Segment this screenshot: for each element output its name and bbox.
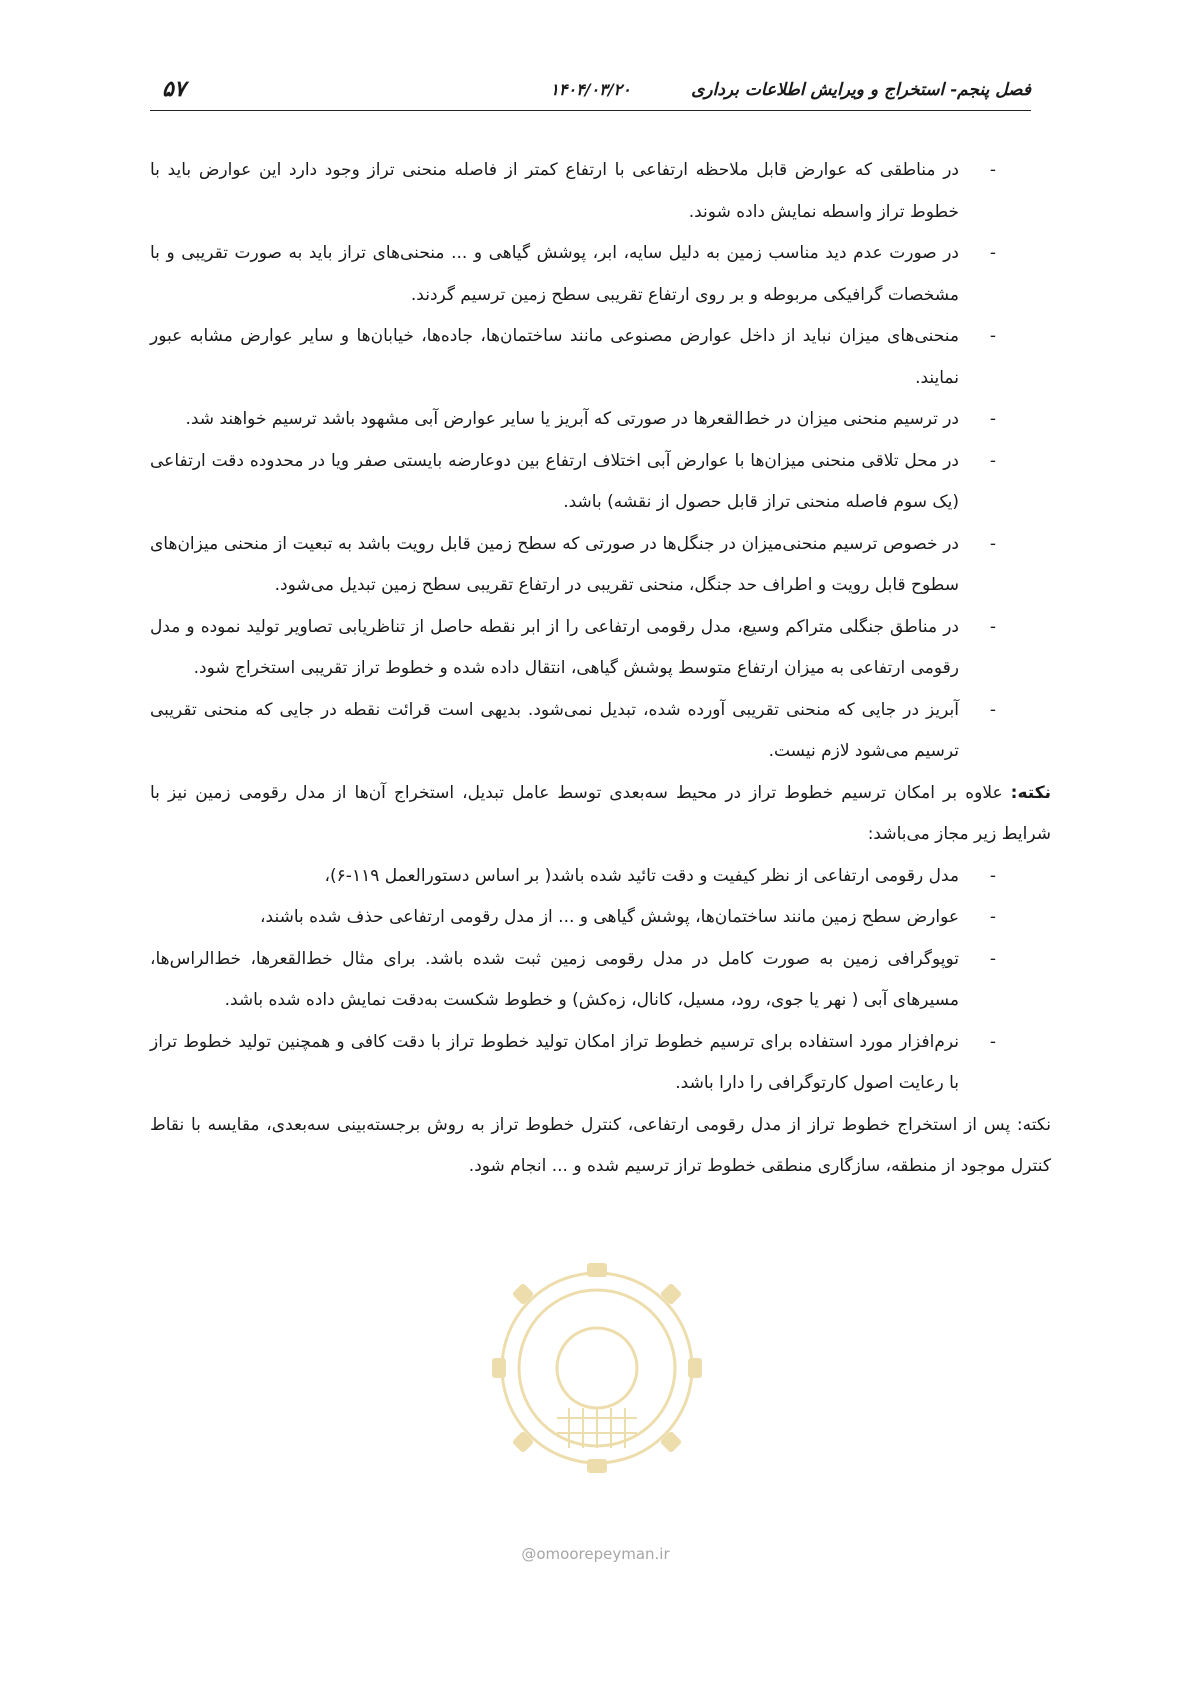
list-item <box>150 690 1001 773</box>
list-item <box>150 607 1001 690</box>
bullet-dash: - <box>989 243 996 263</box>
header-date: ۱۴۰۴/۰۳/۲۰ <box>550 80 631 99</box>
watermark-website: @omoorepeyman.ir <box>521 1545 670 1563</box>
note-paragraph-2: نکته: پس از استخراج خطوط تراز از مدل رقومی ارتفاعی، کنترل خطوط تراز به روش برجسته‌بینی سه‌بعدی، مقایسه با نقاط کنترل موجود از منطقه، سازگاری منطقی خطوط تراز ترسیم شده و ... انجام شود. <box>150 1114 1051 1176</box>
watermark-seal-icon <box>487 1258 707 1478</box>
list-item-text: منحنی‌های میزان نباید از داخل عوارض مصنوعی مانند ساختمان‌ها، جاده‌ها، خیابان‌ها و سایر عوارض مشابه عبور نمایند. <box>150 326 959 388</box>
list-item <box>150 441 1001 524</box>
bullet-dash: - <box>989 699 996 720</box>
list-item-text: در خصوص ترسیم منحنی‌میزان در جنگل‌ها در صورتی که سطح زمین قابل رویت باشد به تبعیت از منحنی میزان‌های سطوح قابل رویت و اطراف حد جنگل، منحنی تقریبی در ارتفاع تقریبی سطح زمین تبدیل می‌شود. <box>150 533 959 595</box>
list-item-text: در مناطق جنگلی متراکم وسیع، مدل رقومی ارتفاعی را از ابر نقطه حاصل از تناظریابی تصاویر تولید نموده و مدل رقومی ارتفاعی به میزان ارتفاع متوسط پوشش گیاهی، انتقال داده شده و خطوط تراز تقریبی استخراج شود. <box>150 616 959 678</box>
bullet-dash: - <box>989 533 996 554</box>
list-item-text: در ترسیم منحنی میزان در خط‌القعرها در صورتی که آبریز یا سایر عوارض آبی مشهود باشد ترسیم خواهند شد. <box>185 409 959 429</box>
list-item-text: آبریز در جایی که منحنی تقریبی آورده شده، تبدیل نمی‌شود. بدیهی است قرائت نقطه در جایی که منحنی تقریبی ترسیم می‌شود لازم نیست. <box>150 699 959 761</box>
note-text: علاوه بر امکان ترسیم خطوط تراز در محیط سه‌بعدی توسط عامل تبدیل، استخراج آن‌ها از مدل رقومی زمین نیز با شرایط زیر مجاز می‌باشد: <box>150 782 1051 844</box>
list-item-text: در مناطقی که عوارض قابل ملاحظه ارتفاعی با ارتفاع کمتر از فاصله منحنی تراز وجود دارد این عوارض باید با خطوط تراز واسطه نمایش داده شوند. <box>150 160 959 222</box>
page-number: ۵۷ <box>162 76 186 102</box>
list-item <box>150 316 1001 399</box>
list-item <box>150 524 1001 607</box>
bullet-dash: - <box>989 160 996 180</box>
bullet-dash: - <box>989 1031 996 1052</box>
list-item-text: در محل تلاقی منحنی میزان‌ها با عوارض آبی اختلاف ارتفاع بین دوعارضه بایستی صفر ویا در محدوده دقت ارتفاعی (یک سوم فاصله منحنی تراز قابل حصول از نقشه) باشد. <box>150 450 959 512</box>
list-item <box>150 939 1001 1022</box>
note-label: نکته: <box>1010 782 1051 803</box>
list-item <box>150 399 1001 441</box>
document-body <box>150 150 1051 1188</box>
list-item <box>150 897 1001 939</box>
list-item-text: مدل رقومی ارتفاعی از نظر کیفیت و دقت تائید شده باشد( بر اساس دستورالعمل ۱۱۹-۶)، <box>324 865 959 886</box>
bullet-dash: - <box>989 326 996 346</box>
note-paragraph <box>150 773 1051 856</box>
bullet-dash: - <box>989 409 996 429</box>
page-header <box>150 76 1031 111</box>
list-item-text: توپوگرافی زمین به صورت کامل در مدل رقومی زمین ثبت شده باشد. برای مثال خط‌القعرها، خط‌الراس‌ها، مسیرهای آبی ( نهر یا جوی، رود، مسیل، کانال، زه‌کش) و خطوط شکست به‌دقت نمایش داده شده باشد. <box>150 948 959 1010</box>
list-item-text: نرم‌افزار مورد استفاده برای ترسیم خطوط تراز امکان تولید خطوط تراز با دقت کافی و همچنین تولید خطوط تراز با رعایت اصول کارتوگرافی را دارا باشد. <box>150 1031 959 1093</box>
bullet-dash: - <box>989 450 996 471</box>
list-item <box>150 233 1001 316</box>
bullet-list-dem-conditions <box>150 856 1001 1105</box>
bullet-dash: - <box>989 948 996 969</box>
list-item-text: عوارض سطح زمین مانند ساختمان‌ها، پوشش گیاهی و ... از مدل رقومی ارتفاعی حذف شده باشند، <box>260 907 959 927</box>
list-item-text: در صورت عدم دید مناسب زمین به دلیل سایه، ابر، پوشش گیاهی و ... منحنی‌های تراز باید به صورت تقریبی و با مشخصات گرافیکی مربوطه و بر روی ارتفاع تقریبی سطح زمین ترسیم گردند. <box>150 243 959 305</box>
list-item <box>150 150 1001 233</box>
bullet-dash: - <box>989 907 996 927</box>
chapter-title: فصل پنجم- استخراج و ویرایش اطلاعات برداری <box>691 80 1031 100</box>
list-item <box>150 1022 1001 1105</box>
bullet-list-contour-rules <box>150 150 1001 773</box>
list-item <box>150 856 1001 898</box>
bullet-dash: - <box>989 616 996 637</box>
bullet-dash: - <box>989 865 996 886</box>
